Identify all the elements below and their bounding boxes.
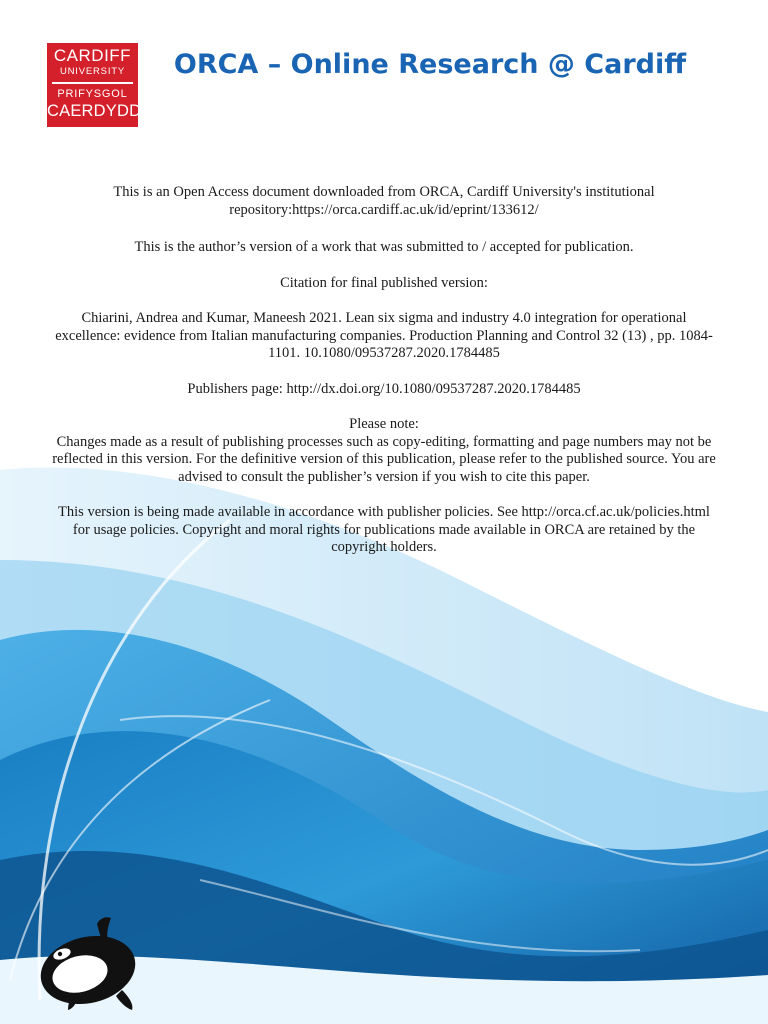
logo-divider bbox=[52, 82, 133, 84]
logo-line-university: UNIVERSITY bbox=[59, 66, 125, 77]
cardiff-university-logo bbox=[47, 43, 142, 127]
logo-line-caerdydd: CAERDYDD bbox=[47, 102, 142, 120]
citation-text: Chiarini, Andrea and Kumar, Maneesh 2021. Lean six sigma and industry 4.0 integration for operational excellence: evidence from Italian manufacturing companies. Production Planning and Control 32 (13) , pp. 1084-1101. 10.1080/09537287.2020.1784485 bbox=[55, 310, 713, 361]
policy-text: This version is being made available in accordance with publisher policies. See http://orca.cf.ac.uk/policies.html for usage policies. Copyright and moral rights for publications made available in ORCA are retained by the copyright holders. bbox=[58, 504, 710, 555]
version-note: This is the author’s version of a work that was submitted to / accepted for publication. bbox=[134, 239, 634, 255]
intro-paragraph: This is an Open Access document downloaded from ORCA, Cardiff University's institutional repository:https://orca.cardiff.ac.uk/id/eprint/133612/ bbox=[113, 184, 655, 218]
citation-label: Citation for final published version: bbox=[280, 274, 488, 291]
logo-line-prifysgol: PRIFYSGOL bbox=[57, 88, 128, 100]
please-note-text: Changes made as a result of publishing processes such as copy-editing, formatting and page numbers may not be reflected in this version. For the definitive version of this publication, please refer to the published source. You are advised to consult the publisher’s version if you wish to cite this paper. bbox=[52, 433, 716, 485]
please-note-label: Please note: bbox=[349, 416, 419, 432]
logo-line-cardiff: CARDIFF bbox=[53, 46, 132, 65]
document-body bbox=[50, 184, 718, 557]
publishers-page: Publishers page: http://dx.doi.org/10.1080/09537287.2020.1784485 bbox=[187, 380, 581, 397]
orca-whale-icon bbox=[32, 912, 157, 1012]
page-title: ORCA – Online Research @ Cardiff bbox=[173, 49, 687, 80]
